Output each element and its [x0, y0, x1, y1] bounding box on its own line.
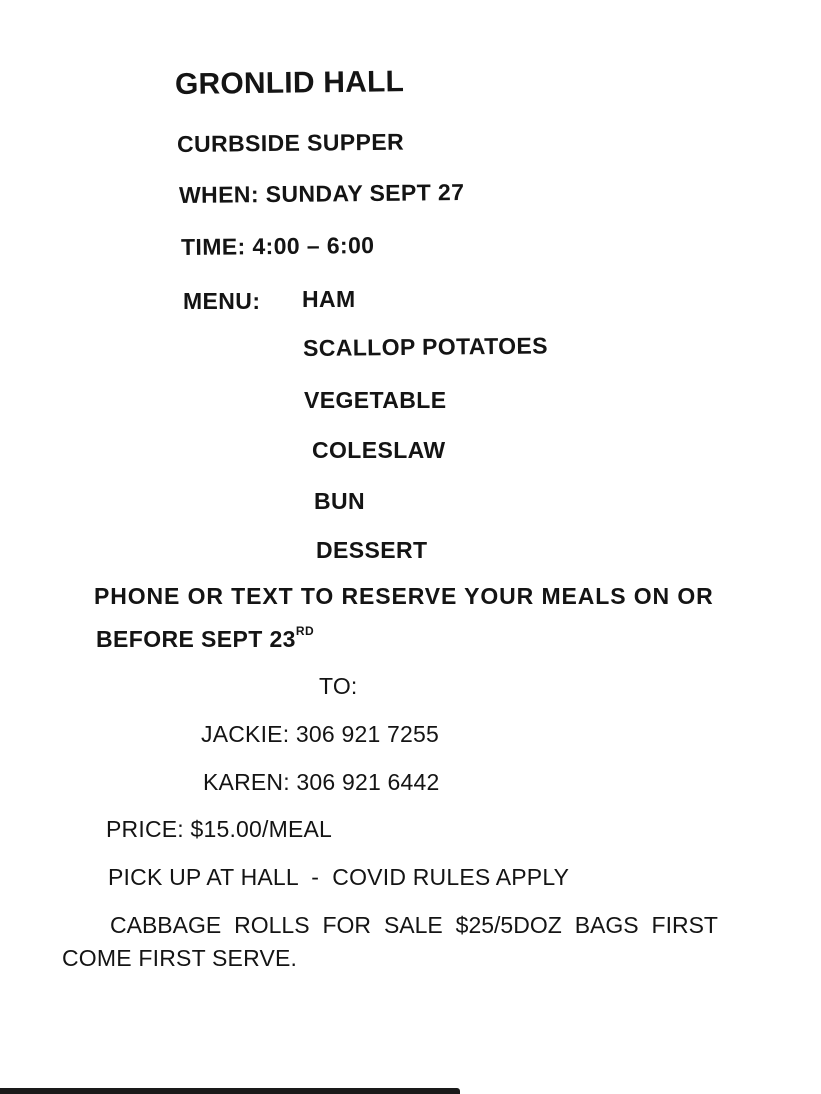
event-date: WHEN: SUNDAY SEPT 27	[178, 179, 465, 208]
cabbage-word: ROLLS	[234, 912, 310, 938]
menu-item: HAM	[302, 286, 356, 312]
cabbage-word: FOR	[322, 912, 372, 938]
cabbage-word: BAGS	[574, 912, 639, 938]
cabbage-word: CABBAGE	[110, 912, 222, 938]
cabbage-word: FIRST	[651, 912, 718, 938]
reserve-instructions: PHONE OR TEXT TO RESERVE YOUR MEALS ON OR	[94, 583, 714, 609]
flyer-title: GRONLID HALL	[174, 65, 405, 101]
menu-item: VEGETABLE	[304, 387, 447, 413]
reserve-deadline-text: BEFORE SEPT 23	[96, 626, 296, 652]
menu-item: COLESLAW	[312, 437, 446, 463]
to-label: TO:	[319, 673, 358, 699]
flyer-subtitle: CURBSIDE SUPPER	[176, 128, 405, 157]
contact-karen: KAREN: 306 921 6442	[203, 769, 440, 795]
scan-edge	[0, 1088, 460, 1094]
price: PRICE: $15.00/MEAL	[106, 816, 333, 842]
menu-item: SCALLOP POTATOES	[302, 332, 549, 361]
cabbage-rolls-line-2: COME FIRST SERVE.	[62, 945, 298, 971]
cabbage-rolls-line	[62, 912, 718, 939]
reserve-deadline	[96, 624, 315, 652]
menu-label: MENU:	[183, 288, 261, 314]
cabbage-rolls-words	[62, 912, 718, 939]
menu-item: BUN	[314, 488, 366, 514]
contact-jackie: JACKIE: 306 921 7255	[201, 721, 439, 747]
event-time: TIME: 4:00 – 6:00	[180, 231, 375, 260]
pickup-note: PICK UP AT HALL - COVID RULES APPLY	[108, 864, 570, 890]
cabbage-word: SALE	[383, 912, 443, 938]
cabbage-word: $25/5DOZ	[455, 912, 562, 938]
ordinal-suffix: RD	[295, 624, 315, 638]
menu-item: DESSERT	[316, 537, 428, 563]
